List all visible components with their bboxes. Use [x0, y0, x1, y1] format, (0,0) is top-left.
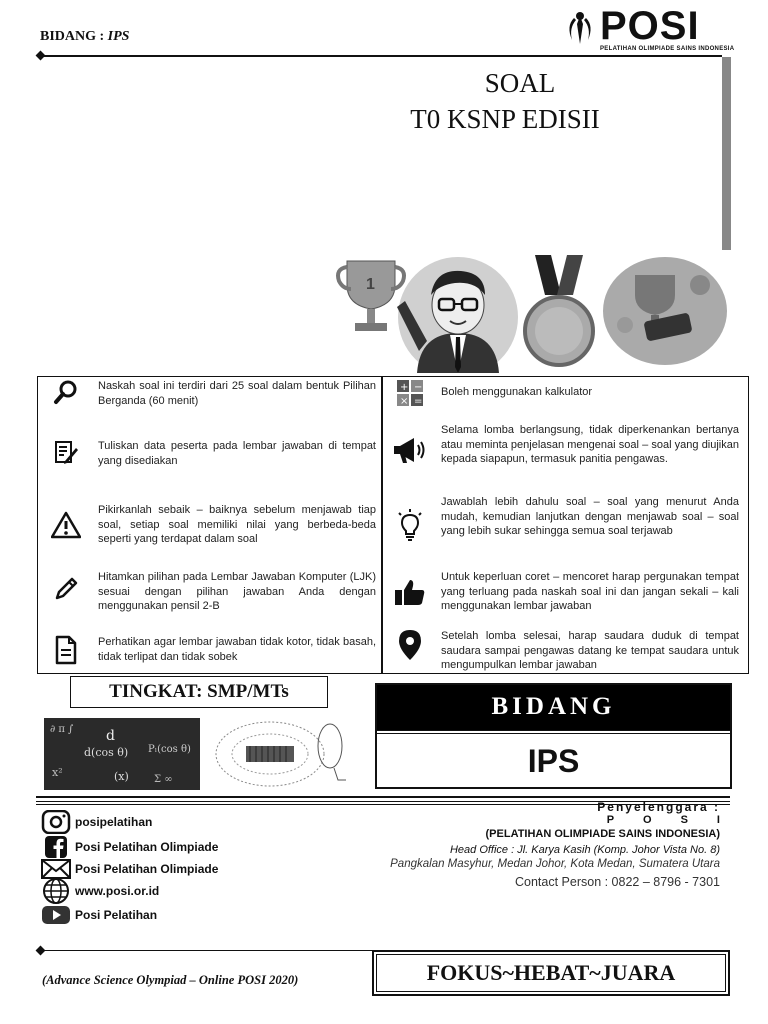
rule-item: [46, 635, 376, 665]
svg-text:=: =: [414, 396, 423, 407]
header-bidang: [40, 29, 129, 45]
social-email[interactable]: [40, 859, 218, 879]
trophy-icon: [338, 261, 404, 331]
svg-text:Pₗ(cos θ): Pₗ(cos θ): [148, 744, 191, 755]
student-avatar: [397, 257, 518, 373]
warning-icon: [46, 503, 86, 539]
svg-text:1: 1: [366, 276, 375, 293]
rule-item: [46, 379, 376, 408]
social-website[interactable]: [40, 878, 159, 904]
organizer-name: POSI: [606, 814, 749, 826]
organizer-label: Penyelenggara :: [597, 800, 720, 814]
rules-table: [37, 376, 749, 674]
globe-icon: [40, 878, 72, 904]
header-bidang-value: IPS: [107, 29, 130, 44]
rule-item: [46, 439, 376, 468]
achievement-illustration: [335, 255, 735, 373]
svg-text:x²: x²: [52, 766, 63, 779]
location-pin-icon: [390, 629, 430, 661]
search-icon: [46, 379, 86, 405]
bidang-box: [375, 683, 732, 789]
footer-rule: [36, 796, 730, 798]
thumbs-up-icon: [390, 570, 430, 606]
social-email-text: Posi Pelatihan Olimpiade: [75, 862, 219, 876]
rule-item: [390, 629, 742, 673]
rule-text: Perhatikan agar lembar jawaban tidak kotor, tidak basah, tidak terlipat dan tidak sobek: [98, 636, 376, 663]
svg-text:(x): (x): [114, 770, 129, 783]
rule-item: [390, 495, 742, 541]
logo-subtitle: PELATIHAN OLIMPIADE SAINS INDONESIA: [600, 46, 735, 52]
rule-item: [46, 503, 376, 547]
rule-text: Jawablah lebih dahulu soal – soal yang menurut Anda mudah, kemudian lanjutkan dengan menjawab soal – soal yang lebih sukar sehingga semua soal terjawab: [441, 496, 739, 537]
magnetic-field-diagram: [210, 716, 350, 792]
calculator-icon: [390, 379, 430, 407]
rule-text: Pikirkanlah sebaik – baiknya sebelum menjawab tiap soal, setiap soal memiliki nilai yang berbeda-beda seperti yang terdapat dalam soal: [98, 504, 376, 545]
rule-item: [46, 570, 376, 614]
title-soal: SOAL: [484, 68, 556, 98]
posi-logo: [560, 4, 735, 56]
footer-bottom-rule: [40, 950, 378, 951]
trophy-collage: [603, 257, 727, 365]
svg-text:d(cos θ): d(cos θ): [84, 746, 129, 759]
document-icon: [46, 635, 86, 665]
svg-text:×: ×: [400, 396, 409, 407]
rule-item: [390, 379, 742, 407]
organizer-office: Head Office : Jl. Karya Kasih (Komp. Johor Vista No. 8): [449, 844, 720, 856]
rule-text: Selama lomba berlangsung, tidak diperkenankan bertanya atau meminta penjelasan mengenai soal – soal yang diujikan kepada siapapun, termasuk panitia pengawas.: [441, 424, 739, 465]
rules-divider: [381, 377, 383, 673]
email-icon: [40, 859, 72, 879]
lightbulb-icon: [390, 495, 430, 541]
organizer-address: Pangkalan Masyhur, Medan Johor, Kota Medan, Sumatera Utara: [390, 858, 720, 870]
social-instagram[interactable]: [40, 810, 152, 834]
social-website-text: www.posi.or.id: [75, 884, 160, 898]
bidang-box-value: IPS: [377, 730, 730, 787]
organizer-contact: Contact Person : 0822 – 8796 - 7301: [514, 875, 720, 889]
rule-text: Setelah lomba selesai, harap saudara duduk di tempat saudara sampai pengawas datang ke tempat saudara untuk mengumpulkan lembar jawaban: [441, 630, 739, 671]
bidang-box-label: BIDANG: [377, 685, 730, 730]
laurel-torch-icon: [560, 10, 600, 50]
social-instagram-text: posipelatihan: [75, 815, 153, 829]
pencil-icon: [46, 570, 86, 602]
medal-icon: [525, 255, 593, 365]
youtube-icon: [40, 905, 72, 925]
rule-text: Naskah soal ini terdiri dari 25 soal dalam bentuk Pilihan Berganda (60 menit): [98, 380, 376, 407]
tingkat-box: TINGKAT: SMP/MTs: [70, 676, 328, 708]
social-facebook-text: Posi Pelatihan Olimpiade: [75, 840, 219, 854]
logo-word: POSI: [600, 4, 700, 48]
header-bidang-label: BIDANG :: [40, 29, 105, 44]
megaphone-icon: [390, 423, 430, 465]
rule-text: Untuk keperluan coret – mencoret harap pergunakan tempat yang terluang pada naskah soal ini dan jangan sekali – kali menggunakan lembar jawaban: [441, 571, 739, 612]
social-youtube[interactable]: [40, 905, 157, 925]
facebook-icon: [40, 835, 72, 859]
social-facebook[interactable]: [40, 835, 218, 859]
svg-text:−: −: [414, 382, 423, 393]
math-formula-image: [44, 718, 200, 790]
rule-text: Tuliskan data peserta pada lembar jawaban di tempat yang disediakan: [98, 440, 376, 467]
svg-text:Σ ∞: Σ ∞: [154, 774, 173, 785]
svg-text:+: +: [400, 382, 409, 393]
motto-box: FOKUS~HEBAT~JUARA: [372, 950, 730, 996]
title-edition: T0 KSNP EDISII: [410, 104, 600, 134]
instagram-icon: [40, 810, 72, 834]
event-name: (Advance Science Olympiad – Online POSI 2020): [42, 973, 299, 987]
social-youtube-text: Posi Pelatihan: [75, 908, 158, 922]
svg-text:∂ π ∫: ∂ π ∫: [50, 724, 74, 735]
rule-text: Hitamkan pilihan pada Lembar Jawaban Komputer (LJK) sesuai dengan pilihan jawaban Anda dengan menggunakan pensil 2-B: [98, 571, 376, 612]
svg-text:d: d: [106, 728, 115, 744]
rule-text: Boleh menggunakan kalkulator: [441, 386, 593, 398]
form-edit-icon: [46, 439, 86, 465]
rule-item: [390, 423, 742, 467]
organizer-full-name: (PELATIHAN OLIMPIADE SAINS INDONESIA): [485, 828, 720, 840]
rule-item: [390, 570, 742, 614]
